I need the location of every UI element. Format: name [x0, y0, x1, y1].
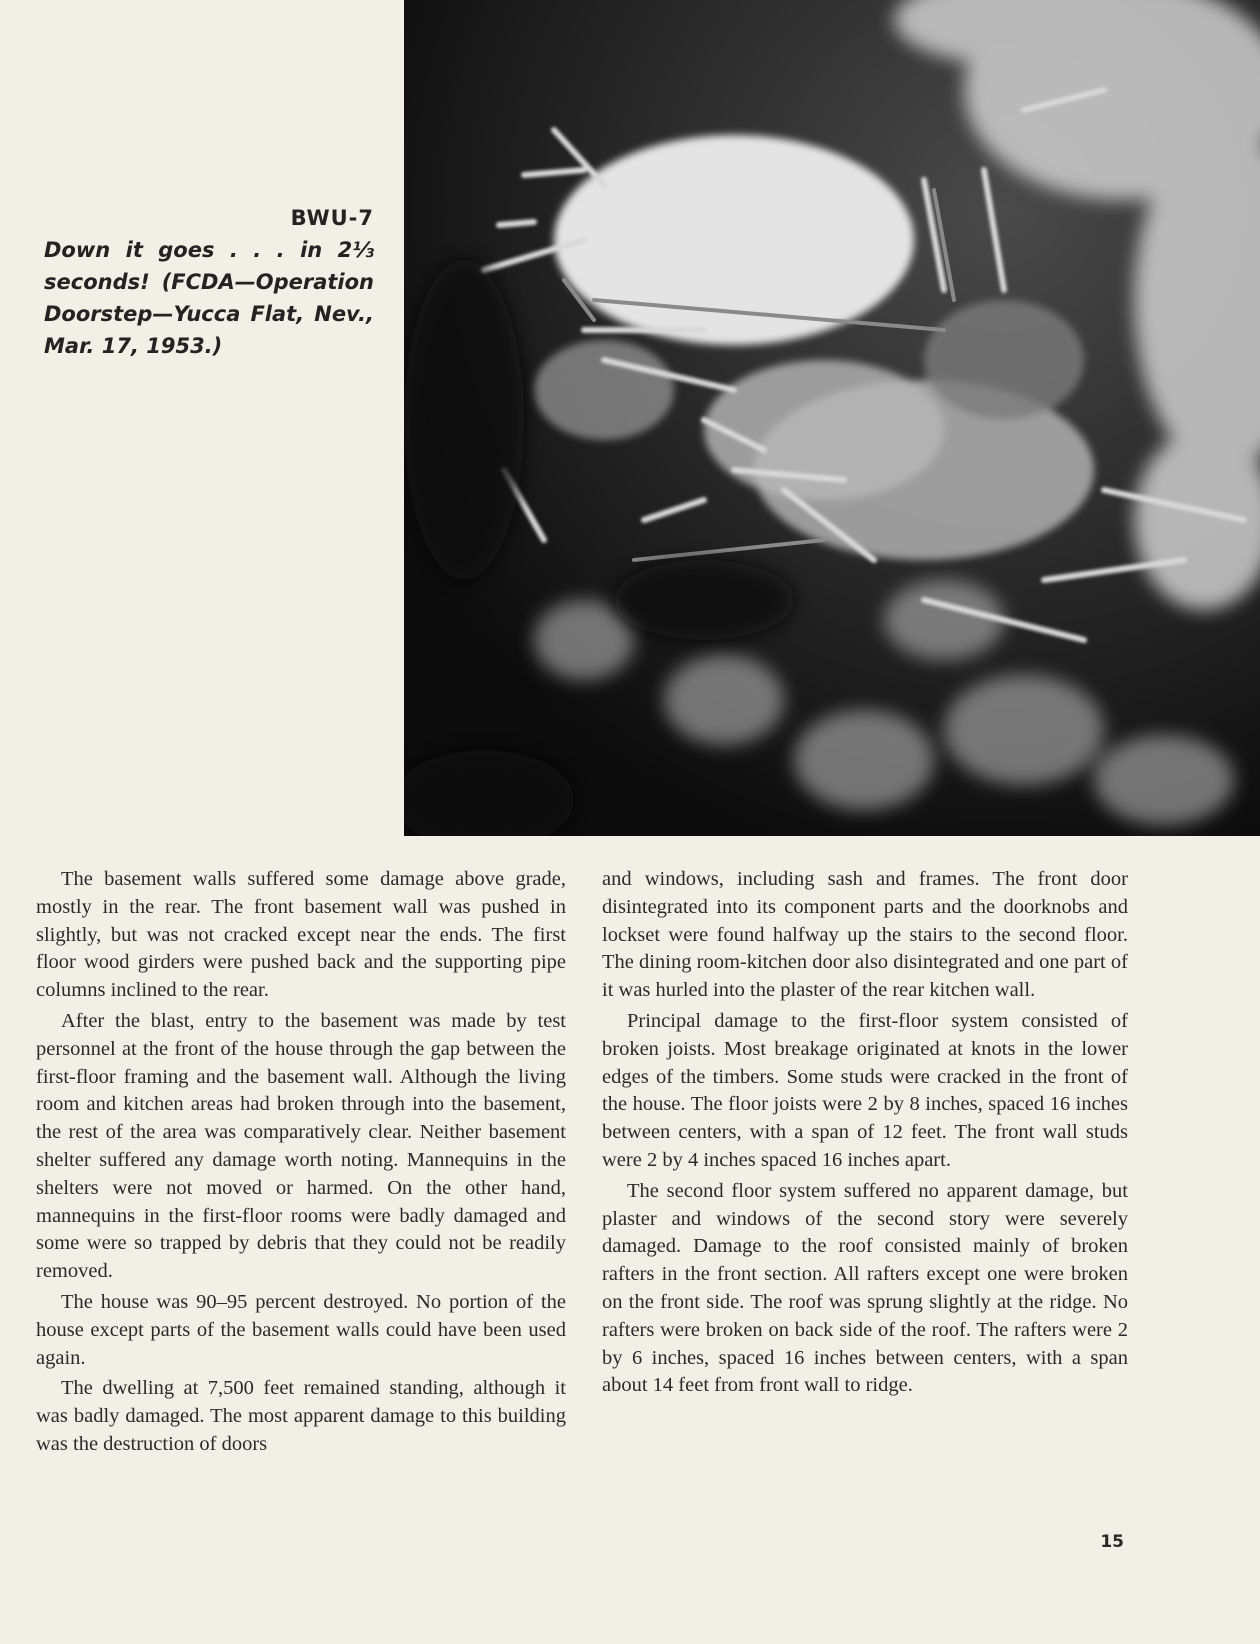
- right-paragraph-2: Principal damage to the first-floor system consisted of broken joists. Most breakage originated at knots in the lower edges of the timbers. Some studs were cracked in the front of the house. The floor joists were 2 by 8 inches, spaced 16 inches between centers, with a span of 12 feet. The front wall studs were 2 by 4 inches spaced 16 inches apart.: [602, 1009, 1128, 1171]
- left-column: [36, 866, 566, 1462]
- left-paragraph-4: The dwelling at 7,500 feet remained standing, although it was badly damaged. The most apparent damage to this building was the destruction of doors: [36, 1377, 566, 1455]
- page-number: 15: [1100, 1532, 1124, 1552]
- caption-code: BWU-7: [290, 206, 374, 230]
- blast-photo: [404, 0, 1260, 836]
- right-column: [602, 866, 1128, 1403]
- left-paragraph-1: The basement walls suffered some damage above grade, mostly in the rear. The front basement wall was pushed in slightly, but was not cracked except near the ends. The first floor wood girders were pushed back and the supporting pipe columns inclined to the rear.: [36, 868, 566, 1002]
- blast-photo-icon: [404, 0, 1260, 836]
- caption-text: Down it goes . . . in 2⅓ seconds! (FCDA—Operation Doorstep—Yucca Flat, Nev., Mar. 17, 1953.): [44, 238, 374, 358]
- left-paragraph-3: The house was 90–95 percent destroyed. No portion of the house except parts of the basement walls could have been used again.: [36, 1290, 566, 1369]
- right-paragraph-1: and windows, including sash and frames. The front door disintegrated into its component parts and the doorknobs and lockset were found halfway up the stairs to the second floor. The dining room-kitchen door also disintegrated and one part of it was hurled into the plaster of the rear kitchen wall.: [602, 868, 1128, 1002]
- right-paragraph-3: The second floor system suffered no apparent damage, but plaster and windows of the second story were severely damaged. Damage to the roof consisted mainly of broken rafters in the front section. All rafters except one were broken on the front side. The roof was sprung slightly at the ridge. No rafters were broken on back side of the roof. The rafters were 2 by 6 inches, spaced 16 inches between centers, with a span about 14 feet from front wall to ridge.: [602, 1179, 1128, 1397]
- left-paragraph-2: After the blast, entry to the basement was made by test personnel at the front of the house through the gap between the first-floor framing and the basement wall. Although the living room and kitchen areas had broken through into the basement, the rest of the area was comparatively clear. Neither basement shelter suffered any damage worth noting. Mannequins in the shelters were not moved or harmed. On the other hand, mannequins in the first-floor rooms were badly damaged and some were so trapped by debris that they could not be readily removed.: [36, 1009, 566, 1283]
- photo-caption: [44, 202, 374, 362]
